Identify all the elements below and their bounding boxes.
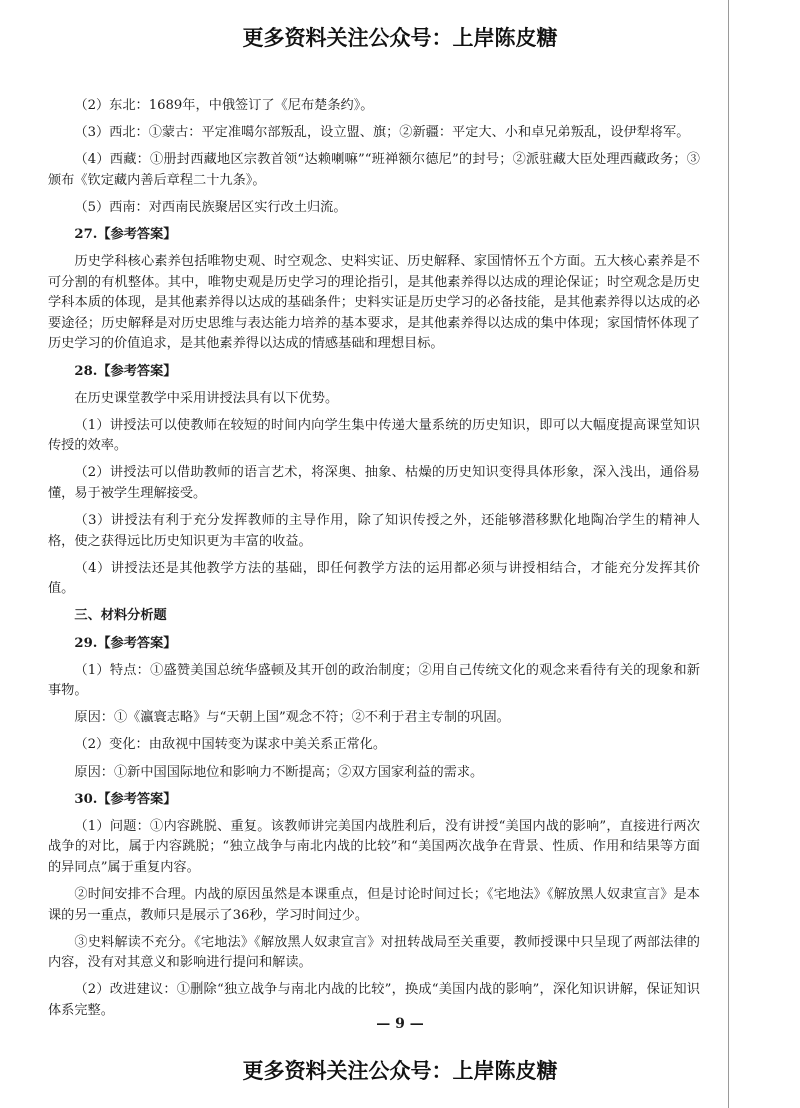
scan-edge-line bbox=[728, 0, 729, 1108]
answer-paragraph: （3）西北：①蒙古：平定准噶尔部叛乱，设立盟、旗；②新疆：平定大、小和卓兄弟叛乱，设伊犁将军。 bbox=[74, 125, 690, 141]
answer-paragraph: （2）讲授法可以借助教师的语言艺术，将深奥、抽象、枯燥的历史知识变得具体形象，深入浅出，通俗易懂，易于被学生理解接受。 bbox=[48, 465, 700, 501]
section-heading: 30.【参考答案】 bbox=[74, 791, 177, 807]
answer-paragraph: （2）东北：1689年，中俄签订了《尼布楚条约》。 bbox=[74, 98, 374, 113]
answer-paragraph: 原因：①《瀛寰志略》与“天朝上国”观念不符；②不利于君主专制的巩固。 bbox=[74, 710, 510, 726]
answer-paragraph: （1）讲授法可以使教师在较短的时间内向学生集中传递大量系统的历史知识，即可以大幅度提高课堂知识传授的效率。 bbox=[48, 417, 700, 454]
header-banner: 更多资料关注公众号：上岸陈皮糖 bbox=[242, 26, 558, 50]
answer-paragraph: （1）特点：①盛赞美国总统华盛顿及其开创的政治制度；②用自己传统文化的观念来看待有关的现象和新事物。 bbox=[48, 662, 700, 699]
answer-paragraph: （2）改进建议：①删除“独立战争与南北内战的比较”，换成“美国内战的影响”，深化知识讲解，保证知识体系完整。 bbox=[48, 982, 700, 1018]
section-heading: 29.【参考答案】 bbox=[74, 635, 177, 651]
answer-paragraph: （1）问题：①内容跳脱、重复。该教师讲完美国内战胜利后，没有讲授“美国内战的影响”，直接进行两次战争的对比，属于内容跳脱；“独立战争与南北内战的比较”和“美国两次战争在背景、性质、作用和结果等方面的异同点”属于重复内容。 bbox=[48, 818, 700, 875]
section-heading: 三、材料分析题 bbox=[74, 608, 167, 624]
page-number: — 9 — bbox=[376, 1016, 424, 1032]
answer-paragraph: 原因：①新中国国际地位和影响力不断提高；②双方国家利益的需求。 bbox=[74, 764, 484, 780]
answer-paragraph: 在历史课堂教学中采用讲授法具有以下优势。 bbox=[74, 390, 339, 406]
answer-paragraph: （5）西南：对西南民族聚居区实行改土归流。 bbox=[74, 199, 347, 215]
answer-paragraph: （3）讲授法有利于充分发挥教师的主导作用，除了知识传授之外，还能够潜移默化地陶冶学生的精神人格，使之获得远比历史知识更为丰富的收益。 bbox=[48, 513, 700, 549]
answer-paragraph: ③史料解读不充分。《宅地法》《解放黑人奴隶宣言》对扭转战局至关重要，教师授课中只呈现了两部法律的内容，没有对其意义和影响进行提问和解读。 bbox=[48, 934, 700, 971]
answer-paragraph: （2）变化：由敌视中国转变为谋求中美关系正常化。 bbox=[74, 737, 387, 753]
answer-paragraph: （4）西藏：①册封西藏地区宗教首领“达赖喇嘛”“班禅额尔德尼”的封号；②派驻藏大臣处理西藏政务；③颁布《钦定藏内善后章程二十九条》。 bbox=[48, 152, 700, 188]
answer-paragraph: （4）讲授法还是其他教学方法的基础，即任何教学方法的运用都必须与讲授相结合，才能充分发挥其价值。 bbox=[48, 560, 700, 597]
answer-paragraph: 历史学科核心素养包括唯物史观、时空观念、史料实证、历史解释、家国情怀五个方面。五大核心素养是不可分割的有机整体。其中，唯物史观是历史学习的理论指引，是其他素养得以达成的理论保证；时空观念是历史学科本质的体现，是其他素养得以达成的基础条件；史料实证是历史学习的必备技能，是其他素养得以达成的必要途径；历史解释是对历史思维与表达能力培养的基本要求，是其他素养得以达成的集中体现；家国情怀体现了历史学习的价值追求，是其他素养得以达成的情感基础和理想目标。 bbox=[48, 254, 700, 352]
answer-paragraph: ②时间安排不合理。内战的原因虽然是本课重点，但是讨论时间过长；《宅地法》《解放黑人奴隶宣言》是本课的另一重点，教师只是展示了36秒，学习时间过少。 bbox=[48, 887, 700, 923]
section-heading: 27.【参考答案】 bbox=[74, 226, 177, 242]
footer-banner: 更多资料关注公众号：上岸陈皮糖 bbox=[242, 1059, 558, 1083]
section-heading: 28.【参考答案】 bbox=[74, 363, 177, 379]
answer-body bbox=[48, 96, 700, 1028]
